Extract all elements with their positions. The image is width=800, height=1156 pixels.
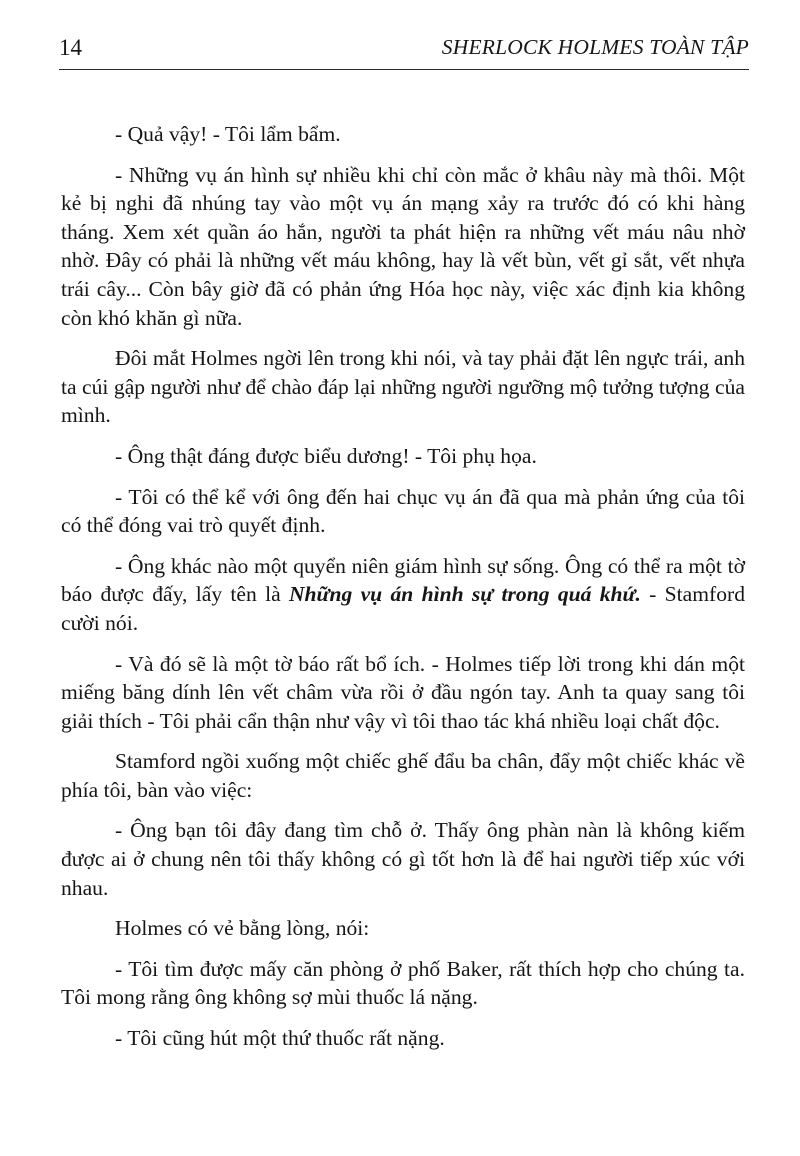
paragraph: - Ông bạn tôi đây đang tìm chỗ ở. Thấy ông phàn nàn là không kiếm được ai ở chung nên tôi thấy không có gì tốt hơn là để hai người tiếp xúc với nhau.: [61, 818, 745, 900]
paragraph: Holmes có vẻ bằng lòng, nói:: [115, 916, 370, 941]
paragraph: - Và đó sẽ là một tờ báo rất bổ ích. - Holmes tiếp lời trong khi dán một miếng băng dính lên vết châm vừa rồi ở đầu ngón tay. Anh ta quay sang tôi giải thích - Tôi phải cẩn thận như vậy vì tôi thao tác khá nhiều loại chất độc.: [61, 651, 745, 733]
page-header: [59, 33, 749, 70]
paragraph: - Ông thật đáng được biểu dương! - Tôi phụ họa.: [115, 443, 537, 468]
paragraph: [61, 552, 745, 638]
paragraph: - Những vụ án hình sự nhiều khi chỉ còn mắc ở khâu này mà thôi. Một kẻ bị nghi đã nhúng tay vào một vụ án mạng xảy ra trước đó có khi hàng tháng. Xem xét quần áo hắn, người ta phát hiện ra những vết máu nâu nhờ nhờ. Đây có phải là những vết máu không, hay là vết bùn, vết gỉ sắt, vết nhựa trái cây... Còn bây giờ đã có phản ứng Hóa học này, việc xác định kia không còn khó khăn gì nữa.: [61, 162, 745, 330]
paragraph-text: - Stamford cười nói.: [61, 582, 745, 635]
paragraph: - Quả vậy! - Tôi lẩm bẩm.: [115, 122, 341, 146]
body-text: [61, 120, 745, 1053]
paragraph-text: - Ông khác nào một quyển niên giám hình sự sống. Ông có thể ra một tờ báo được đấy, lấy tên là: [61, 553, 745, 607]
newspaper-title-emphasis: Những vụ án hình sự trong quá khứ.: [288, 582, 641, 607]
paragraph: Stamford ngồi xuống một chiếc ghế đẩu ba chân, đẩy một chiếc khác về phía tôi, bàn vào việc:: [61, 749, 745, 802]
running-title: SHERLOCK HOLMES TOÀN TẬP: [441, 35, 749, 59]
paragraph: - Tôi có thể kể với ông đến hai chục vụ án đã qua mà phản ứng của tôi có thể đóng vai trò quyết định.: [61, 484, 745, 538]
paragraph: - Tôi tìm được mấy căn phòng ở phố Baker, rất thích hợp cho chúng ta. Tôi mong rằng ông không sợ mùi thuốc lá nặng.: [61, 956, 745, 1010]
paragraph: Đôi mắt Holmes ngời lên trong khi nói, và tay phải đặt lên ngực trái, anh ta cúi gập người như để chào đáp lại những người ngưỡng mộ tưởng tượng của mình.: [61, 346, 745, 428]
paragraph: - Tôi cũng hút một thứ thuốc rất nặng.: [115, 1026, 445, 1051]
page-number: 14: [59, 35, 82, 60]
